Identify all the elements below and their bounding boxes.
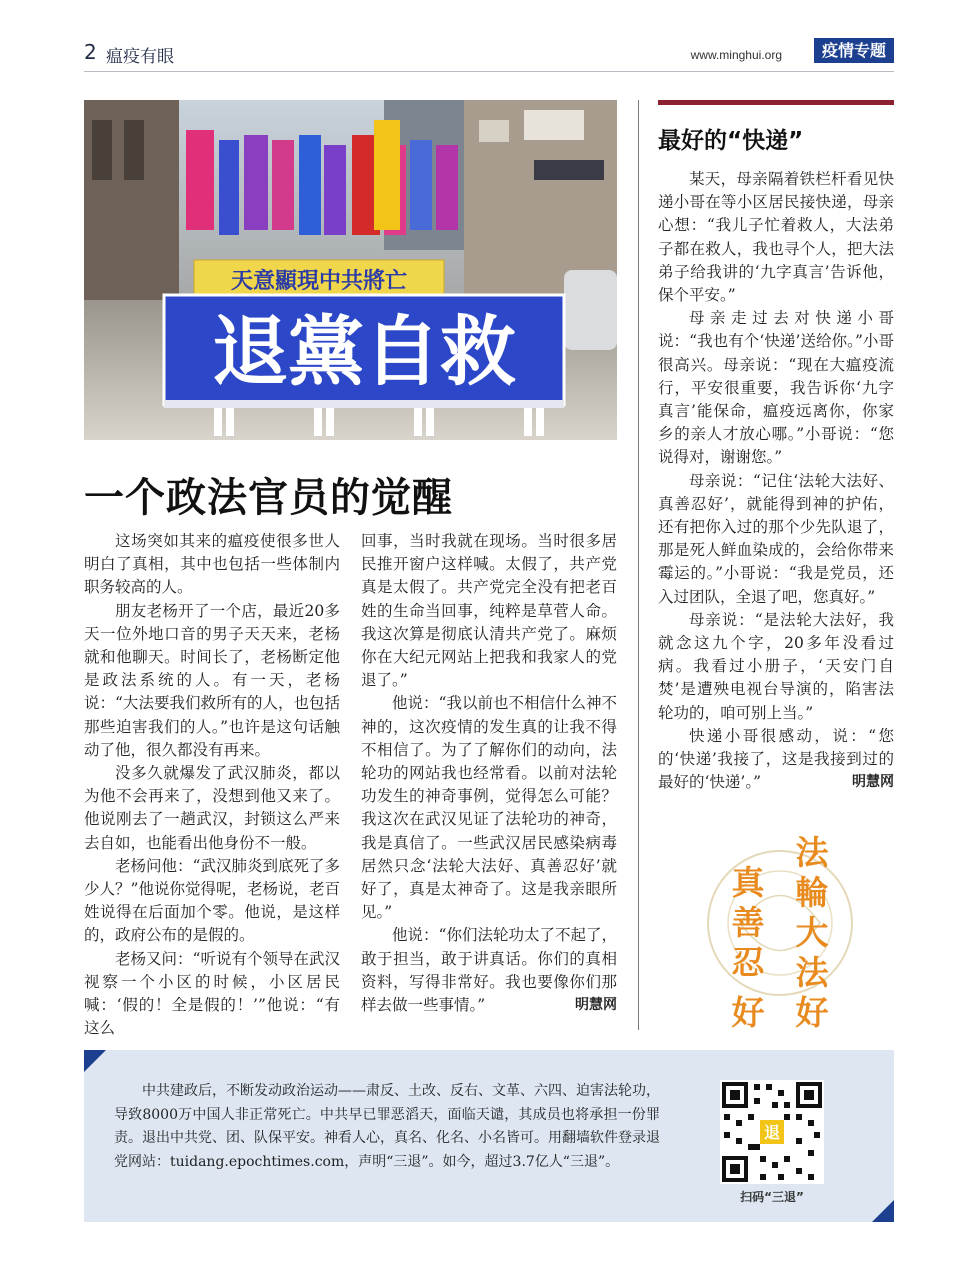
sidebar-byline: 明慧网 <box>852 774 894 791</box>
paragraph: 他说：“你们法轮功太了不起了，敢于担当，敢于讲真话。你们的真相资料，写得非常好。我也要像你们那样去做一些事情。” <box>361 926 617 1015</box>
seal-char: 大 <box>795 913 829 952</box>
svg-text:退黨自救: 退黨自救 <box>212 307 516 396</box>
seal-char: 真 <box>731 863 765 902</box>
sidebar-title: 最好的“快递” <box>658 128 804 154</box>
paragraph: 老杨问他：“武汉肺炎到底死了多少人？”他说你觉得呢，老杨说，老百姓说得在后面加个零。他说，是这样的，政府公布的是假的。 <box>84 856 340 945</box>
qr-code[interactable] <box>720 1080 824 1184</box>
corner-triangle <box>872 1200 894 1222</box>
paragraph: 某天，母亲隔着铁栏杆看见快递小哥在等小区居民接快递，母亲心想：“我儿子忙着救人，大法弟子都在救人，我也寻个人，把大法弟子给我讲的‘九字真言’告诉他，保个平安。” <box>658 170 894 305</box>
parade-photo <box>84 100 617 440</box>
seal-char: 輪 <box>795 873 829 912</box>
page-number: 2 <box>84 40 97 64</box>
notice-text: 中共建政后，不断发动政治运动——肃反、土改、反右、文革、六四、迫害法轮功，导致8000万中国人非正常死亡。中共早已罪恶滔天，面临天谴，其成员也将承担一份罪责。退出中共党、团、队保平安。神看人心，真名、化名、小名皆可。用翻墙软件登录退党网站：tuidang.epochtimes.com，声明“三退”。如今，超过3.7亿人“三退”。 <box>114 1083 660 1170</box>
topic-badge: 疫情专题 <box>814 38 894 63</box>
falun-dafa-seal <box>700 828 860 1033</box>
seal-char: 法 <box>795 953 829 992</box>
article-column-right <box>361 530 617 1017</box>
page-header <box>84 36 894 72</box>
sidebar-rule <box>658 100 894 105</box>
paragraph: 没多久就爆发了武汉肺炎，都以为他不会再来了，没想到他又来了。他说刚去了一趟武汉，封锁这么严来去自如，也能看出他身份不一般。 <box>84 764 340 852</box>
column-divider <box>638 100 639 1030</box>
site-url[interactable]: www.minghui.org <box>690 48 782 62</box>
article-byline: 明慧网 <box>575 997 617 1014</box>
corner-triangle <box>84 1050 106 1072</box>
svg-text:退: 退 <box>763 1123 781 1142</box>
seal-char: 善 <box>731 903 765 942</box>
sidebar-story <box>658 168 894 795</box>
seal-char: 好 <box>731 993 765 1032</box>
article-headline: 一个政法官员的觉醒 <box>84 475 453 521</box>
tuidang-notice <box>84 1050 894 1222</box>
paragraph: 老杨又问：“听说有个领导在武汉视察一个小区的时候，小区居民喊：‘假的！全是假的！’”他说：“有这么 <box>84 949 340 1038</box>
qr-caption: 扫码“三退” <box>740 1190 804 1204</box>
section-title: 瘟疫有眼 <box>106 47 174 67</box>
paragraph: 母亲走过去对快递小哥说：“我也有个‘快递’送给你。”小哥很高兴。母亲说：“现在大瘟疫流行，平安很重要，我告诉你‘九字真言’能保命，瘟疫远离你，你家乡的亲人才放心哪。”小哥说：“您说得对，谢谢您。” <box>658 309 894 467</box>
article-column-left <box>84 530 340 1040</box>
paragraph: 回事，当时我就在现场。当时很多居民推开窗户这样喊。太假了，共产党真是太假了。共产党完全没有把老百姓的生命当回事，纯粹是草菅人命。我这次算是彻底认清共产党了。麻烦你在大纪元网站上把我和我家人的党退了。” <box>361 532 617 690</box>
paragraph: 朋友老杨开了一个店，最近20多天一位外地口音的男子天天来，老杨就和他聊天。时间长了，老杨断定他是政法系统的人。有一天，老杨说：“大法要我们救所有的人，也包括那些迫害我们的人。”也许是这句话触动了他，很久都没有再来。 <box>84 601 340 759</box>
seal-char: 法 <box>795 833 829 872</box>
svg-text:天意顯現中共將亡: 天意顯現中共將亡 <box>230 269 408 294</box>
paragraph: 快递小哥很感动，说：“您的‘快递’我接了，这是我接到过的最好的‘快递’。” <box>658 726 894 792</box>
seal-char: 好 <box>795 993 829 1032</box>
paragraph: 母亲说：“是法轮大法好，我就念这九个字，20多年没看过病。我看过小册子，‘天安门自焚’是遭殃电视台导演的，陷害法轮功的，咱可别上当。” <box>658 610 894 722</box>
paragraph: 他说：“我以前也不相信什么神不神的，这次疫情的发生真的让我不得不相信了。为了了解你们的动向，法轮功的网站我也经常看。以前对法轮功发生的神奇事例，觉得怎么可能？我这次在武汉见证了法轮功的神奇，我是真信了。一些武汉居民感染病毒居然只念‘法轮大法好、真善忍好’就好了，真是太神奇了。这是我亲眼所见。” <box>361 694 617 922</box>
seal-char: 忍 <box>731 943 765 982</box>
paragraph: 母亲说：“记住‘法轮大法好、真善忍好’，就能得到神的护佑，还有把你入过的那个少先队退了，那是死人鲜血染成的，会给你带来霉运的。”小哥说：“我是党员，还入过团队，全退了吧，您真好。” <box>658 471 894 606</box>
paragraph: 这场突如其来的瘟疫使很多世人明白了真相，其中也包括一些体制内职务较高的人。 <box>84 532 340 597</box>
